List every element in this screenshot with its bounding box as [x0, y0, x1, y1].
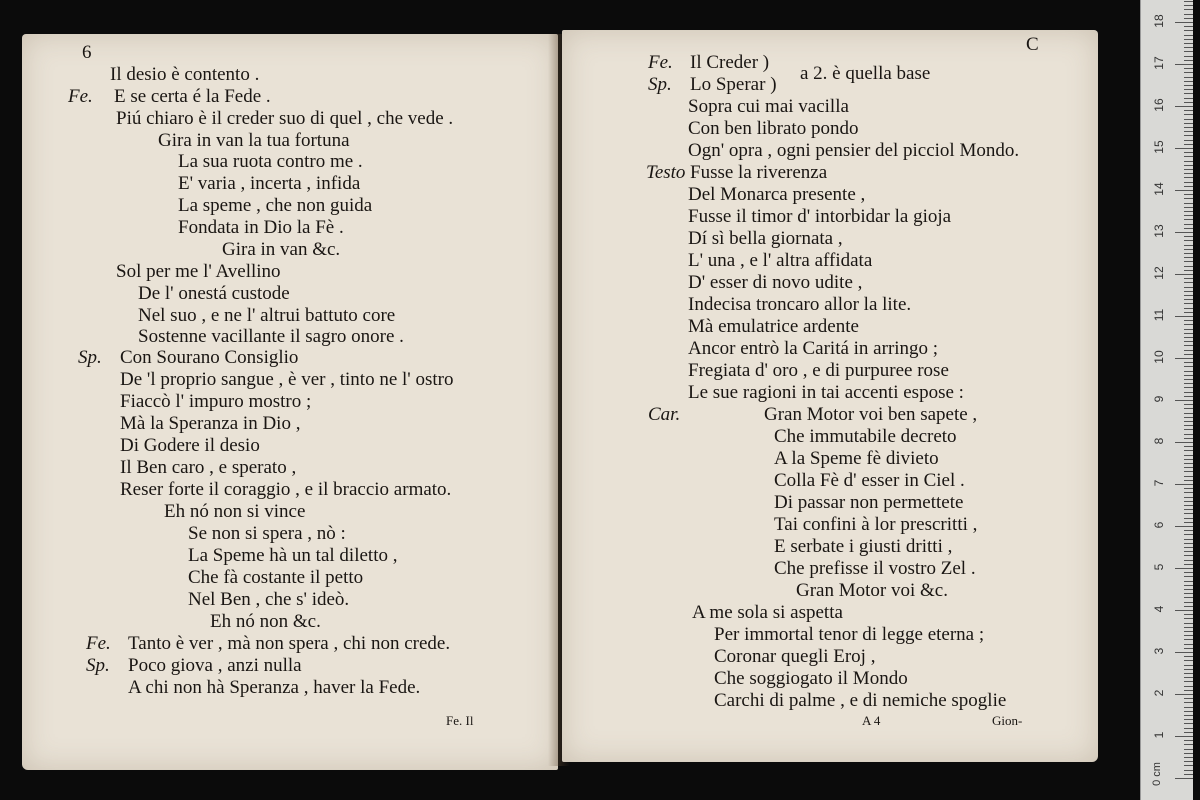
right-line-15: Ancor entrò la Caritá in arringo ;	[688, 338, 939, 359]
ruler-tick	[1175, 106, 1193, 107]
ruler-tick	[1184, 379, 1193, 380]
ruler-tick	[1184, 1, 1193, 2]
ruler-number: 10	[1152, 350, 1166, 364]
ruler-tick	[1184, 606, 1193, 607]
left-line-5: La sua ruota contro me .	[178, 151, 363, 172]
ruler-tick	[1184, 131, 1193, 132]
ruler-tick	[1184, 715, 1193, 716]
ruler-tick	[1184, 18, 1193, 19]
ruler-unit: 0 cm	[1150, 762, 1163, 786]
left-line-8: Fondata in Dio la Fè .	[178, 217, 344, 238]
ruler-tick	[1184, 711, 1193, 712]
ruler-tick	[1184, 425, 1193, 426]
ruler-tick	[1184, 467, 1193, 468]
ruler-tick	[1184, 450, 1193, 451]
ruler-tick	[1184, 219, 1193, 220]
ruler-number: 15	[1152, 140, 1166, 154]
ruler-tick	[1184, 366, 1193, 367]
ruler-tick	[1184, 765, 1193, 766]
ruler-tick	[1184, 597, 1193, 598]
ruler-tick	[1175, 526, 1193, 527]
ruler-tick	[1175, 22, 1193, 23]
right-line-a2: a 2. è quella base	[800, 63, 931, 84]
left-line-25: Nel Ben , che s' ideò.	[188, 589, 350, 610]
ruler-tick	[1184, 56, 1193, 57]
right-speaker-7: Testo	[646, 162, 686, 183]
ruler-tick	[1184, 644, 1193, 645]
ruler-tick	[1184, 434, 1193, 435]
left-line-16: Fiaccò l' impuro mostro ;	[120, 391, 312, 412]
left-line-6: E' varia , incerta , infida	[178, 173, 361, 194]
ruler-tick	[1184, 39, 1193, 40]
right-line-22: Di passar non permettete	[774, 492, 964, 513]
ruler-tick	[1184, 614, 1193, 615]
ruler-tick	[1184, 177, 1193, 178]
ruler-tick	[1175, 568, 1193, 569]
ruler-tick	[1175, 232, 1193, 233]
right-line-30: Che soggiogato il Mondo	[714, 668, 908, 689]
ruler-tick	[1184, 236, 1193, 237]
ruler-tick	[1184, 392, 1193, 393]
ruler-number: 9	[1152, 395, 1166, 403]
ruler-tick	[1184, 585, 1193, 586]
ruler-tick	[1184, 572, 1193, 573]
ruler-tick	[1184, 169, 1193, 170]
left-line-12: Nel suo , e ne l' altrui battuto core	[138, 305, 396, 326]
right-line-14: Mà emulatrice ardente	[688, 316, 859, 337]
ruler-tick	[1184, 534, 1193, 535]
right-page-mark: C	[1026, 34, 1039, 55]
ruler-tick	[1184, 291, 1193, 292]
right-speaker-18: Car.	[648, 404, 681, 425]
measuring-ruler	[1140, 0, 1193, 800]
ruler-tick	[1184, 127, 1193, 128]
right-line-1: Il Creder )	[690, 52, 770, 73]
ruler-tick	[1175, 484, 1193, 485]
right-line-23: Tai confini à lor prescritti ,	[774, 514, 978, 535]
ruler-tick	[1184, 295, 1193, 296]
ruler-number: 5	[1152, 563, 1166, 571]
ruler-tick	[1175, 694, 1193, 695]
right-line-26: Gran Motor voi &c.	[796, 580, 948, 601]
ruler-tick	[1184, 593, 1193, 594]
ruler-tick	[1184, 757, 1193, 758]
ruler-tick	[1184, 375, 1193, 376]
ruler-tick	[1184, 270, 1193, 271]
ruler-tick	[1184, 417, 1193, 418]
left-speaker-27: Fe.	[86, 633, 111, 654]
left-line-9: Gira in van &c.	[222, 239, 341, 260]
left-line-26: Eh nó non &c.	[210, 611, 321, 632]
ruler-tick	[1175, 64, 1193, 65]
ruler-tick	[1184, 337, 1193, 338]
right-line-9: Fusse il timor d' intorbidar la gioja	[688, 206, 952, 227]
ruler-tick	[1184, 669, 1193, 670]
left-line-28: Poco giova , anzi nulla	[128, 655, 302, 676]
ruler-tick	[1184, 522, 1193, 523]
ruler-tick	[1184, 287, 1193, 288]
left-line-4: Gira in van la tua fortuna	[158, 130, 350, 151]
ruler-number: 18	[1152, 14, 1166, 28]
ruler-number: 13	[1152, 224, 1166, 238]
right-line-31: Carchi di palme , e di nemiche spoglie	[714, 690, 1007, 711]
ruler-number: 6	[1152, 521, 1166, 529]
ruler-tick	[1184, 492, 1193, 493]
left-line-17: Mà la Speranza in Dio ,	[120, 413, 301, 434]
ruler-tick	[1184, 282, 1193, 283]
left-page-mark: 6	[82, 42, 92, 63]
ruler-tick	[1184, 102, 1193, 103]
ruler-tick	[1184, 135, 1193, 136]
ruler-tick	[1184, 438, 1193, 439]
ruler-tick	[1184, 77, 1193, 78]
ruler-tick	[1184, 329, 1193, 330]
ruler-tick	[1184, 530, 1193, 531]
right-line-18: Gran Motor voi ben sapete ,	[764, 404, 978, 425]
left-line-1: Il desio è contento .	[110, 64, 260, 85]
ruler-tick	[1184, 581, 1193, 582]
ruler-tick	[1184, 152, 1193, 153]
ruler-tick	[1184, 497, 1193, 498]
left-line-21: Eh nó non si vince	[164, 501, 306, 522]
left-line-15: De 'l proprio sangue , è ver , tinto ne l' ostro	[120, 369, 454, 390]
ruler-tick	[1184, 161, 1193, 162]
ruler-tick	[1184, 404, 1193, 405]
left-speaker-2: Fe.	[68, 86, 93, 107]
ruler-tick	[1184, 114, 1193, 115]
ruler-tick	[1184, 539, 1193, 540]
right-line-13: Indecisa troncaro allor la lite.	[688, 294, 912, 315]
ruler-tick	[1184, 660, 1193, 661]
ruler-tick	[1184, 623, 1193, 624]
ruler-tick	[1184, 89, 1193, 90]
ruler-tick	[1184, 110, 1193, 111]
left-line-7: La speme , che non guida	[178, 195, 373, 216]
right-speaker-3: Sp.	[648, 74, 672, 95]
ruler-tick	[1184, 354, 1193, 355]
ruler-tick	[1184, 140, 1193, 141]
ruler-tick	[1184, 690, 1193, 691]
left-line-22: Se non si spera , nò :	[188, 523, 346, 544]
right-line-12: D' esser di novo udite ,	[688, 272, 863, 293]
right-line-7: Fusse la riverenza	[690, 162, 828, 183]
ruler-tick	[1184, 551, 1193, 552]
ruler-tick	[1184, 459, 1193, 460]
ruler-tick	[1184, 476, 1193, 477]
right-line-6: Ogn' opra , ogni pensier del picciol Mondo.	[688, 140, 1020, 161]
left-line-27: Tanto è ver , mà non spera , chi non crede.	[128, 633, 451, 654]
ruler-tick	[1184, 182, 1193, 183]
ruler-tick	[1184, 686, 1193, 687]
ruler-tick	[1184, 455, 1193, 456]
ruler-tick	[1175, 316, 1193, 317]
right-line-20: A la Speme fè divieto	[774, 448, 939, 469]
ruler-tick	[1184, 253, 1193, 254]
right-line-17: Le sue ragioni in tai accenti espose :	[688, 382, 964, 403]
ruler-tick	[1184, 719, 1193, 720]
left-page	[22, 34, 558, 770]
ruler-tick	[1184, 408, 1193, 409]
ruler-tick	[1184, 266, 1193, 267]
ruler-tick	[1184, 198, 1193, 199]
ruler-tick	[1175, 190, 1193, 191]
left-line-23: La Speme hà un tal diletto ,	[188, 545, 398, 566]
ruler-tick	[1184, 560, 1193, 561]
ruler-tick	[1184, 173, 1193, 174]
ruler-tick	[1184, 5, 1193, 6]
ruler-tick	[1184, 421, 1193, 422]
left-line-10: Sol per me l' Avellino	[116, 261, 281, 282]
ruler-tick	[1175, 652, 1193, 653]
ruler-tick	[1184, 656, 1193, 657]
right-line-8: Del Monarca presente ,	[688, 184, 866, 205]
ruler-tick	[1184, 749, 1193, 750]
ruler-tick	[1184, 728, 1193, 729]
ruler-tick	[1184, 333, 1193, 334]
ruler-tick	[1184, 770, 1193, 771]
right-line-10: Dí sì bella giornata ,	[688, 228, 843, 249]
left-line-3: Piú chiaro è il creder suo di quel , che vede .	[116, 108, 454, 129]
ruler-number: 17	[1152, 56, 1166, 70]
left-line-20: Reser forte il coraggio , e il braccio armato.	[120, 479, 452, 500]
ruler-tick	[1184, 350, 1193, 351]
ruler-tick	[1184, 245, 1193, 246]
ruler-tick	[1184, 698, 1193, 699]
ruler-tick	[1184, 26, 1193, 27]
left-catchword: Fe. Il	[446, 713, 474, 728]
ruler-tick	[1184, 631, 1193, 632]
left-line-24: Che fà costante il petto	[188, 567, 364, 588]
ruler-tick	[1184, 707, 1193, 708]
ruler-tick	[1184, 627, 1193, 628]
ruler-tick	[1184, 35, 1193, 36]
ruler-tick	[1184, 673, 1193, 674]
ruler-tick	[1175, 610, 1193, 611]
ruler-tick	[1184, 194, 1193, 195]
ruler-number: 11	[1152, 308, 1166, 322]
ruler-tick	[1184, 60, 1193, 61]
ruler-tick	[1184, 761, 1193, 762]
ruler-tick	[1184, 207, 1193, 208]
ruler-tick	[1184, 144, 1193, 145]
ruler-tick	[1184, 47, 1193, 48]
ruler-tick	[1184, 463, 1193, 464]
ruler-tick	[1184, 228, 1193, 229]
ruler-tick	[1184, 602, 1193, 603]
ruler-tick	[1184, 509, 1193, 510]
ruler-tick	[1184, 85, 1193, 86]
ruler-tick	[1184, 618, 1193, 619]
right-line-29: Coronar quegli Eroj ,	[714, 646, 876, 667]
ruler-tick	[1175, 148, 1193, 149]
ruler-tick	[1184, 30, 1193, 31]
right-line-25: Che prefisse il vostro Zel .	[774, 558, 976, 579]
right-line-21: Colla Fè d' esser in Ciel .	[774, 470, 965, 491]
ruler-number: 7	[1152, 479, 1166, 487]
ruler-tick	[1184, 119, 1193, 120]
ruler-tick	[1184, 43, 1193, 44]
ruler-tick	[1184, 501, 1193, 502]
ruler-tick	[1184, 203, 1193, 204]
ruler-tick	[1184, 723, 1193, 724]
ruler-number: 12	[1152, 266, 1166, 280]
right-line-11: L' una , e l' altra affidata	[688, 250, 873, 271]
ruler-tick	[1184, 635, 1193, 636]
ruler-tick	[1184, 446, 1193, 447]
ruler-tick	[1184, 732, 1193, 733]
ruler-tick	[1184, 249, 1193, 250]
ruler-tick	[1184, 68, 1193, 69]
ruler-tick	[1184, 677, 1193, 678]
ruler-tick	[1184, 576, 1193, 577]
ruler-tick	[1184, 324, 1193, 325]
ruler-tick	[1184, 93, 1193, 94]
ruler-tick	[1184, 488, 1193, 489]
ruler-tick	[1184, 371, 1193, 372]
ruler-tick	[1184, 555, 1193, 556]
ruler-tick	[1184, 396, 1193, 397]
ruler-number: 16	[1152, 98, 1166, 112]
ruler-tick	[1184, 14, 1193, 15]
ruler-tick	[1184, 648, 1193, 649]
ruler-tick	[1184, 429, 1193, 430]
ruler-tick	[1184, 278, 1193, 279]
ruler-tick	[1184, 740, 1193, 741]
ruler-tick	[1184, 186, 1193, 187]
ruler-tick	[1175, 358, 1193, 359]
ruler-tick	[1184, 215, 1193, 216]
ruler-tick	[1184, 505, 1193, 506]
ruler-tick	[1184, 240, 1193, 241]
ruler-tick	[1184, 320, 1193, 321]
ruler-tick	[1184, 639, 1193, 640]
left-line-18: Di Godere il desio	[120, 435, 260, 456]
ruler-tick	[1184, 257, 1193, 258]
ruler-tick	[1184, 681, 1193, 682]
right-line-5: Con ben librato pondo	[688, 118, 859, 139]
ruler-tick	[1175, 274, 1193, 275]
ruler-tick	[1184, 744, 1193, 745]
ruler-tick	[1184, 123, 1193, 124]
ruler-tick	[1175, 442, 1193, 443]
ruler-tick	[1184, 165, 1193, 166]
ruler-number: 4	[1152, 605, 1166, 613]
right-speaker-1: Fe.	[648, 52, 673, 73]
ruler-tick	[1184, 665, 1193, 666]
right-line-24: E serbate i giusti dritti ,	[774, 536, 953, 557]
ruler-tick	[1184, 308, 1193, 309]
right-line-3: Lo Sperar )	[690, 74, 777, 95]
ruler-tick	[1184, 518, 1193, 519]
ruler-tick	[1184, 224, 1193, 225]
ruler-tick	[1184, 81, 1193, 82]
ruler-tick	[1184, 261, 1193, 262]
right-line-27: A me sola si aspetta	[692, 602, 843, 623]
left-line-13: Sostenne vacillante il sagro onore .	[138, 326, 404, 347]
ruler-tick	[1184, 564, 1193, 565]
ruler-tick	[1184, 480, 1193, 481]
ruler-tick	[1184, 753, 1193, 754]
ruler-number: 3	[1152, 647, 1166, 655]
ruler-tick	[1184, 72, 1193, 73]
ruler-number: 2	[1152, 689, 1166, 697]
left-speaker-14: Sp.	[78, 347, 102, 368]
ruler-tick	[1184, 98, 1193, 99]
ruler-tick	[1184, 774, 1193, 775]
ruler-tick	[1184, 589, 1193, 590]
right-line-4: Sopra cui mai vacilla	[688, 96, 849, 117]
ruler-tick	[1184, 211, 1193, 212]
left-line-11: De l' onestá custode	[138, 283, 290, 304]
ruler-tick	[1184, 51, 1193, 52]
left-speaker-28: Sp.	[86, 655, 110, 676]
ruler-tick	[1184, 362, 1193, 363]
left-line-2: E se certa é la Fede .	[114, 86, 271, 107]
ruler-tick	[1184, 156, 1193, 157]
ruler-number: 14	[1152, 182, 1166, 196]
ruler-tick	[1184, 299, 1193, 300]
ruler-tick	[1184, 513, 1193, 514]
ruler-tick	[1184, 413, 1193, 414]
right-line-28: Per immortal tenor di legge eterna ;	[714, 624, 985, 645]
left-line-29: A chi non hà Speranza , haver la Fede.	[128, 677, 421, 698]
ruler-tick	[1175, 400, 1193, 401]
ruler-tick	[1184, 341, 1193, 342]
ruler-tick	[1184, 387, 1193, 388]
right-signature: A 4	[862, 713, 881, 728]
ruler-tick	[1184, 702, 1193, 703]
ruler-tick	[1175, 736, 1193, 737]
ruler-number: 8	[1152, 437, 1166, 445]
ruler-tick	[1184, 303, 1193, 304]
ruler-tick	[1175, 778, 1193, 779]
ruler-tick	[1184, 547, 1193, 548]
left-line-19: Il Ben caro , e sperato ,	[120, 457, 297, 478]
ruler-tick	[1184, 471, 1193, 472]
ruler-tick	[1184, 9, 1193, 10]
ruler-tick	[1184, 345, 1193, 346]
right-catchword: Gion-	[992, 713, 1023, 728]
ruler-number: 1	[1152, 731, 1166, 739]
ruler-tick	[1184, 543, 1193, 544]
left-line-14: Con Sourano Consiglio	[120, 347, 299, 368]
ruler-tick	[1184, 383, 1193, 384]
ruler-tick	[1184, 312, 1193, 313]
right-line-16: Fregiata d' oro , e di purpuree rose	[688, 360, 949, 381]
right-page	[562, 30, 1098, 762]
right-line-19: Che immutabile decreto	[774, 426, 957, 447]
